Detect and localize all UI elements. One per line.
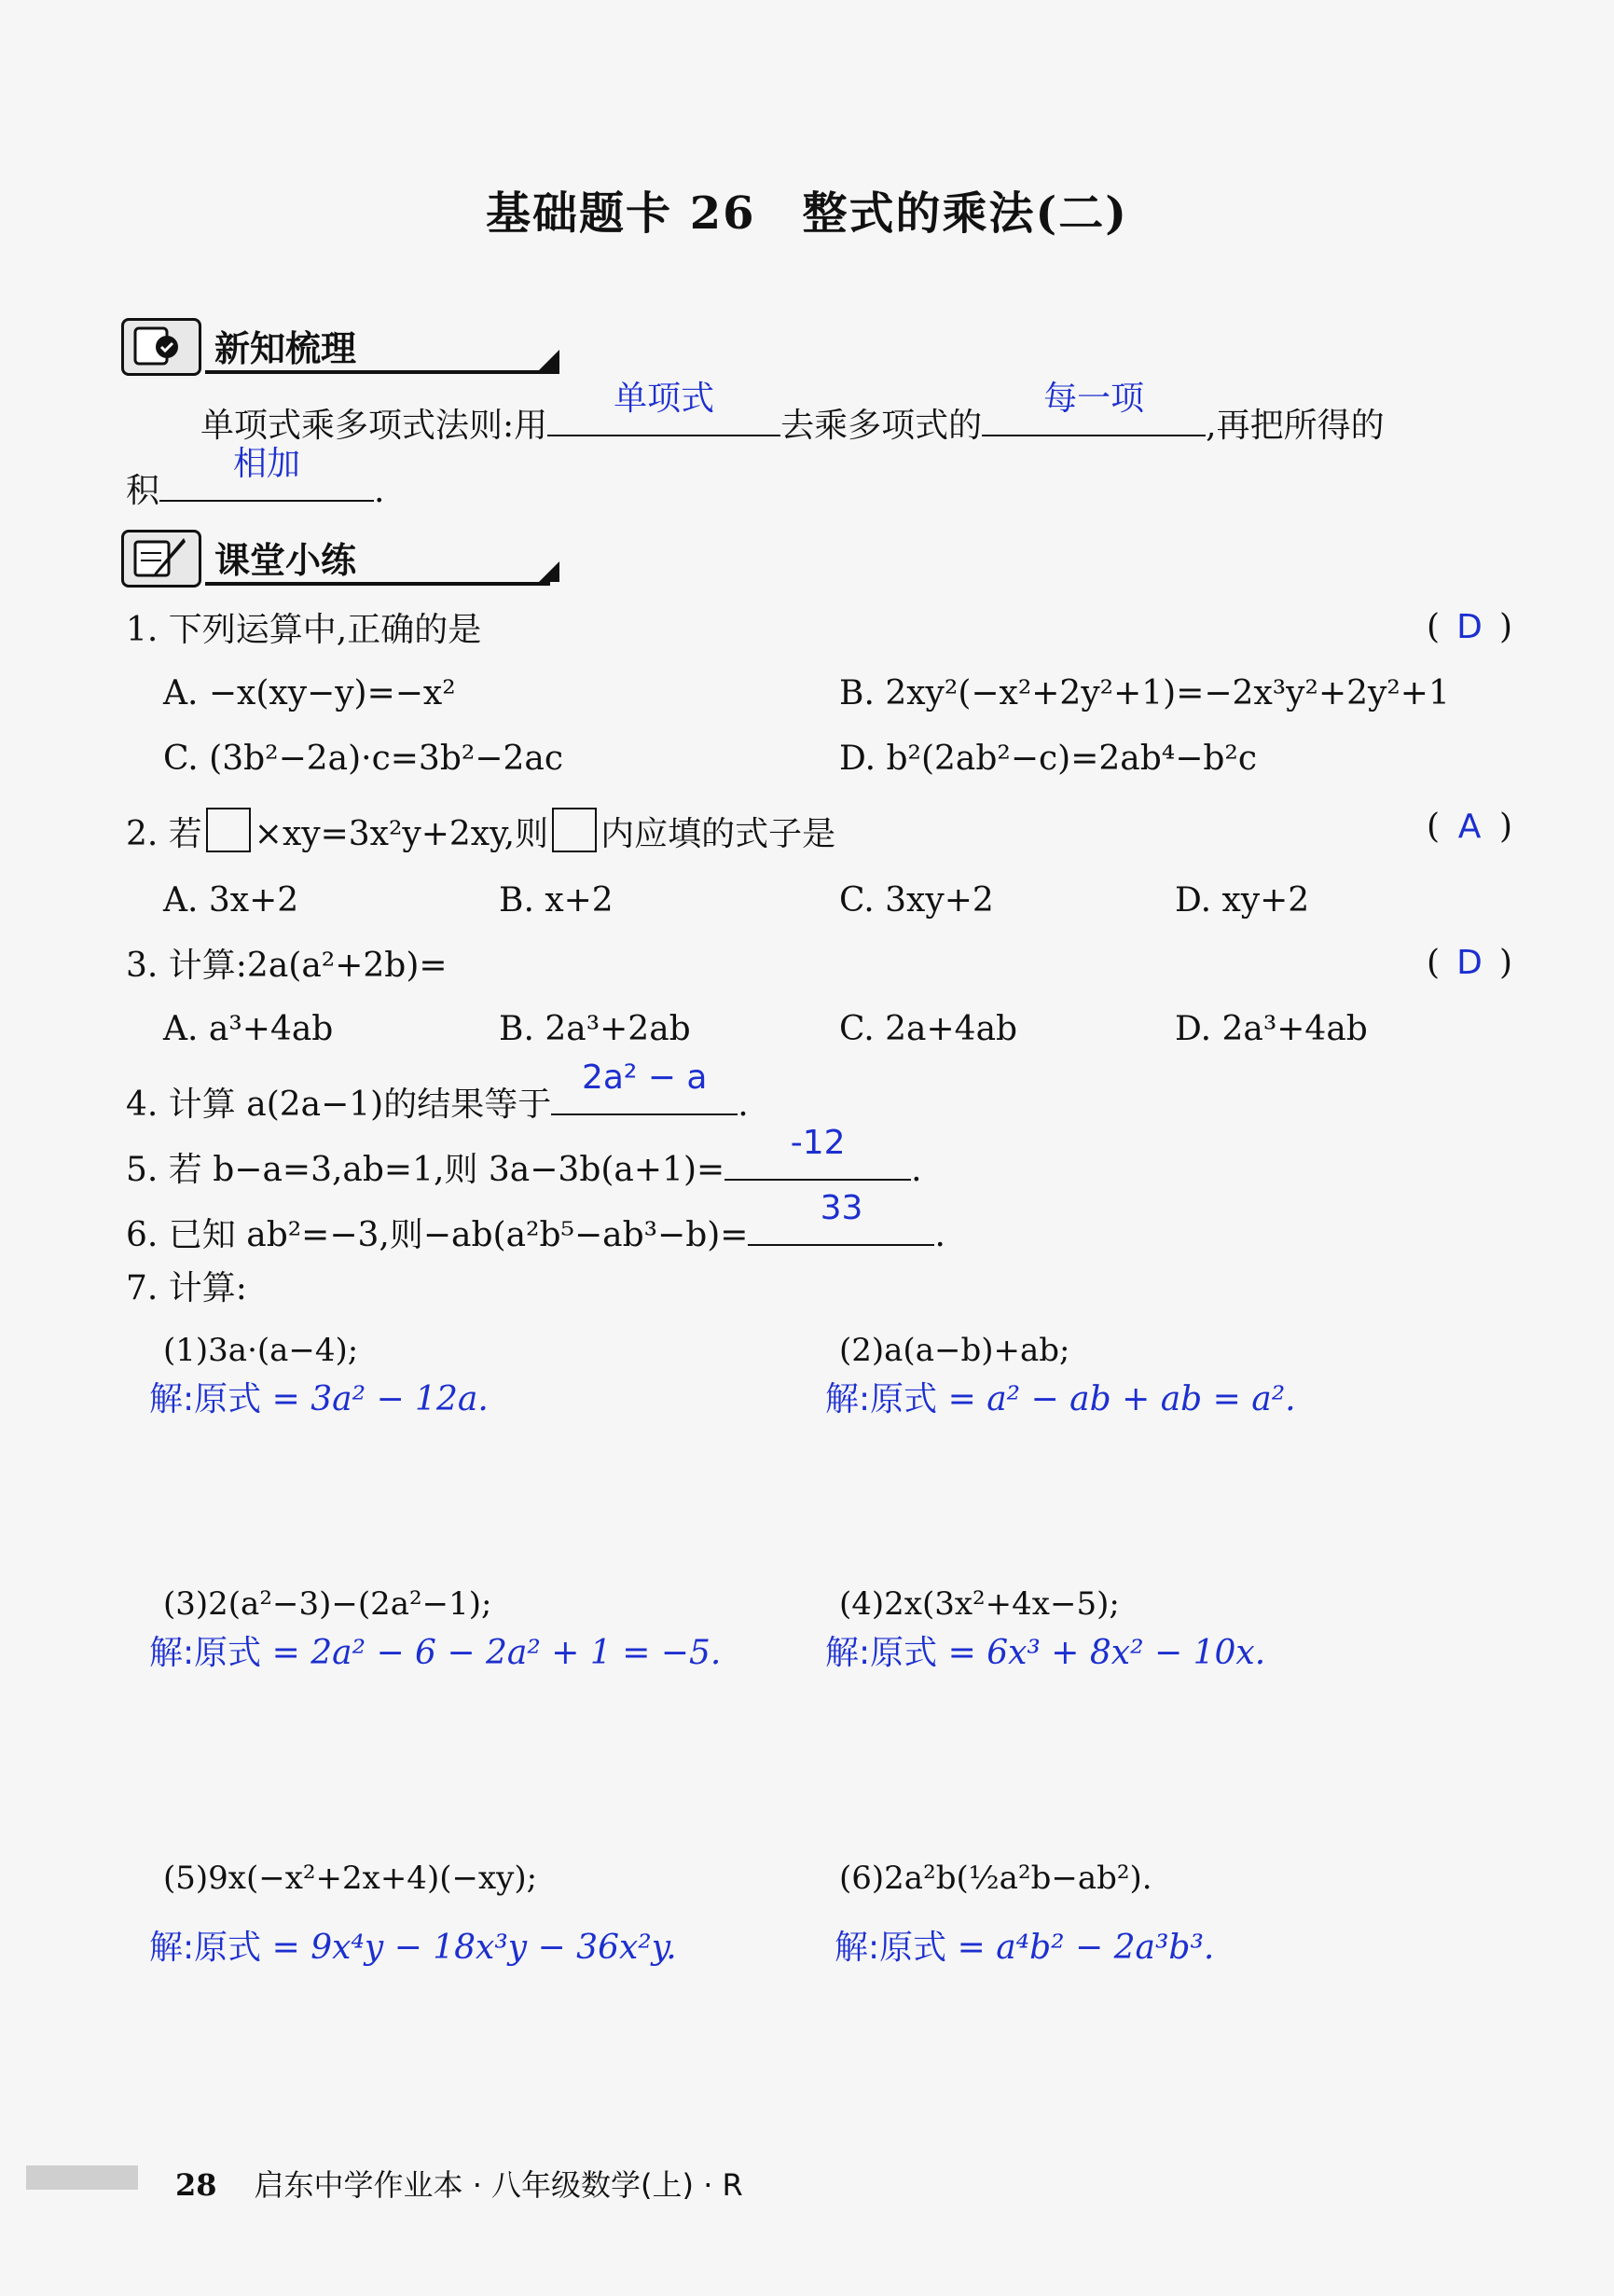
solution-expr: = 9x⁴y − 18x³y − 36x²y. [271,1929,677,1967]
rule-text: 积 [126,472,160,510]
q3-option-a: A. a³+4ab [163,1010,334,1048]
q7-solution-1 [149,1373,489,1420]
section-underline [205,370,559,374]
rule-line-2 [126,445,385,514]
blank-1 [547,380,780,436]
q1-option-b: B. 2xy²(−x²+2y²+1)=−2x³y²+2y²+1 [839,674,1450,712]
question-2-stem [126,808,835,857]
rule-text: ,再把所得的 [1206,407,1385,445]
solution-expr: = a⁴b² − 2a³b³. [957,1929,1215,1967]
question-3-stem: 3. 计算:2a(a²+2b)= [126,947,448,985]
notebook-icon [121,318,201,376]
stem-text: 2. 若 [126,815,202,853]
rule-text: 单项式乘多项式法则:用 [200,407,548,445]
blank-box [206,808,251,852]
q1-option-a: A. −x(xy−y)=−x² [163,674,456,712]
q7-problem-4: (4)2x(3x²+4x−5); [839,1585,1120,1623]
section-triangle [539,561,559,582]
page-footer [175,2162,743,2205]
question-1-stem: 1. 下列运算中,正确的是 [126,611,482,649]
answer-q6: 33 [820,1189,863,1227]
q3-option-d: D. 2a³+4ab [1175,1010,1368,1048]
q7-solution-6 [835,1921,1214,1969]
q2-option-c: C. 3xy+2 [839,881,994,920]
answer-q4: 2a² − a [581,1058,708,1097]
rule-line-1 [200,380,1385,449]
solution-expr: = 3a² − 12a. [271,1380,489,1418]
blank-q6 [748,1189,934,1246]
answer-blank-1: 单项式 [614,380,715,418]
page-number: 28 [175,2167,217,2203]
stem-text: . [934,1216,945,1254]
rule-text: 去乘多项式的 [780,407,983,445]
q7-problem-3: (3)2(a²−3)−(2a²−1); [163,1585,492,1623]
pencil-notebook-icon [121,530,201,588]
q1-option-d: D. b²(2ab²−c)=2ab⁴−b²c [839,740,1258,778]
answer-blank-2: 每一项 [1043,380,1145,418]
stem-text: ×xy=3x²y+2xy,则 [254,815,549,853]
stem-text: . [738,1086,749,1124]
blank-q5 [724,1124,911,1181]
q1-option-c: C. (3b²−2a)·c=3b²−2ac [163,740,563,778]
solution-lead: 解:原式 [825,1634,938,1672]
question-7-stem: 7. 计算: [126,1269,247,1307]
q7-problem-2: (2)a(a−b)+ab; [839,1332,1070,1369]
blank-q4 [551,1058,738,1115]
answer-blank-3: 相加 [233,445,301,483]
answer-choice: D [1456,944,1483,982]
q3-option-b: B. 2a³+2ab [499,1010,691,1048]
q7-solution-4 [825,1626,1265,1674]
q7-solution-3 [149,1626,721,1674]
section-header-new-knowledge [121,312,569,378]
footer-bar [26,2165,138,2190]
answer-q5: -12 [790,1124,846,1162]
answer-choice: A [1457,808,1482,846]
question-5 [126,1124,922,1193]
answer-choice: D [1456,608,1483,646]
q7-solution-2 [825,1373,1296,1420]
blank-3 [159,445,374,502]
page-title: 基础题卡 26 整式的乘法(二) [486,187,1128,240]
solution-lead: 解:原式 [149,1634,262,1672]
solution-expr: = 6x³ + 8x² − 10x. [947,1634,1266,1672]
solution-lead: 解:原式 [835,1929,947,1967]
q2-option-a: A. 3x+2 [163,881,299,920]
section-triangle [539,350,559,370]
question-4 [126,1058,749,1127]
q7-problem-6: (6)2a²b(½a²b−ab²). [839,1860,1152,1897]
question-1-answer: ( D ) [1427,608,1513,646]
rule-text: . [374,472,385,510]
question-2-answer: ( A ) [1427,808,1513,846]
stem-text: 4. 计算 a(2a−1)的结果等于 [126,1086,552,1124]
stem-text: 5. 若 b−a=3,ab=1,则 3a−3b(a+1)= [126,1151,725,1189]
q2-option-b: B. x+2 [499,881,614,920]
q7-solution-5 [149,1921,677,1969]
stem-text: . [911,1151,922,1189]
solution-expr: = 2a² − 6 − 2a² + 1 = −5. [271,1634,722,1672]
section-label: 课堂小练 [214,540,357,581]
blank-2 [982,380,1206,436]
q7-problem-1: (1)3a·(a−4); [163,1332,359,1369]
book-title: 启东中学作业本 · 八年级数学(上) · R [254,2167,743,2203]
q3-option-c: C. 2a+4ab [839,1010,1018,1048]
question-6 [126,1189,945,1258]
question-3-answer: ( D ) [1427,944,1513,982]
section-label: 新知梳理 [214,328,357,369]
q7-problem-5: (5)9x(−x²+2x+4)(−xy); [163,1860,538,1897]
stem-text: 内应填的式子是 [600,815,836,853]
solution-lead: 解:原式 [825,1380,938,1418]
section-header-practice [121,524,569,589]
section-underline [205,582,550,586]
solution-lead: 解:原式 [149,1929,262,1967]
solution-lead: 解:原式 [149,1380,262,1418]
q2-option-d: D. xy+2 [1175,881,1310,920]
blank-box [552,808,597,852]
solution-expr: = a² − ab + ab = a². [947,1380,1296,1418]
stem-text: 6. 已知 ab²=−3,则−ab(a²b⁵−ab³−b)= [126,1216,749,1254]
